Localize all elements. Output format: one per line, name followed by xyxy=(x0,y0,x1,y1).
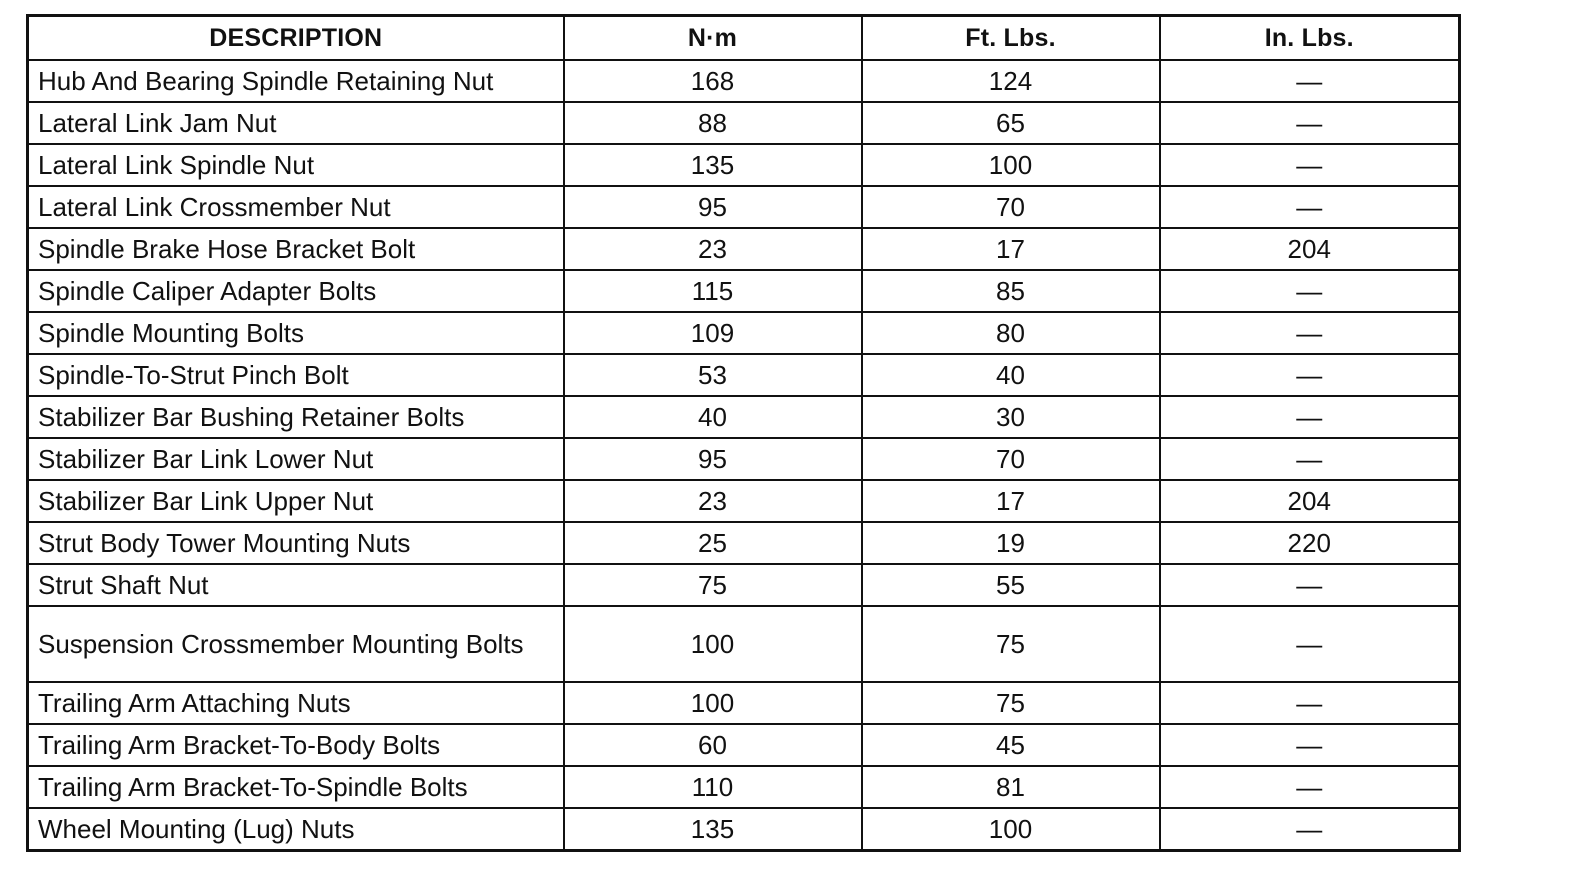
cell-ft-lbs: 81 xyxy=(862,766,1160,808)
header-description: DESCRIPTION xyxy=(28,16,564,61)
cell-ft-lbs: 40 xyxy=(862,354,1160,396)
header-in-lbs: In. Lbs. xyxy=(1160,16,1460,61)
cell-ft-lbs: 65 xyxy=(862,102,1160,144)
cell-nm: 23 xyxy=(564,228,862,270)
cell-description: Suspension Crossmember Mounting Bolts xyxy=(28,606,564,682)
table-row xyxy=(28,60,1460,102)
cell-in-lbs: — xyxy=(1160,354,1460,396)
cell-nm: 100 xyxy=(564,682,862,724)
cell-description: Stabilizer Bar Link Upper Nut xyxy=(28,480,564,522)
table-row xyxy=(28,522,1460,564)
cell-nm: 95 xyxy=(564,438,862,480)
cell-description: Wheel Mounting (Lug) Nuts xyxy=(28,808,564,851)
cell-in-lbs: — xyxy=(1160,186,1460,228)
cell-in-lbs: — xyxy=(1160,102,1460,144)
cell-in-lbs: — xyxy=(1160,438,1460,480)
cell-description: Strut Body Tower Mounting Nuts xyxy=(28,522,564,564)
cell-description: Spindle Mounting Bolts xyxy=(28,312,564,354)
cell-description: Spindle-To-Strut Pinch Bolt xyxy=(28,354,564,396)
cell-description: Lateral Link Jam Nut xyxy=(28,102,564,144)
table-row xyxy=(28,438,1460,480)
cell-nm: 53 xyxy=(564,354,862,396)
table-row xyxy=(28,480,1460,522)
cell-nm: 23 xyxy=(564,480,862,522)
cell-description: Stabilizer Bar Link Lower Nut xyxy=(28,438,564,480)
cell-description: Trailing Arm Bracket-To-Body Bolts xyxy=(28,724,564,766)
cell-description: Trailing Arm Attaching Nuts xyxy=(28,682,564,724)
table-row xyxy=(28,396,1460,438)
cell-nm: 135 xyxy=(564,144,862,186)
cell-ft-lbs: 124 xyxy=(862,60,1160,102)
cell-in-lbs: — xyxy=(1160,564,1460,606)
torque-specifications-table xyxy=(26,14,1461,852)
cell-nm: 25 xyxy=(564,522,862,564)
cell-ft-lbs: 100 xyxy=(862,144,1160,186)
cell-nm: 115 xyxy=(564,270,862,312)
cell-ft-lbs: 17 xyxy=(862,480,1160,522)
cell-nm: 100 xyxy=(564,606,862,682)
cell-description: Stabilizer Bar Bushing Retainer Bolts xyxy=(28,396,564,438)
table-row xyxy=(28,228,1460,270)
cell-nm: 75 xyxy=(564,564,862,606)
cell-nm: 109 xyxy=(564,312,862,354)
cell-description: Lateral Link Crossmember Nut xyxy=(28,186,564,228)
table-body xyxy=(28,60,1460,851)
header-ft-lbs: Ft. Lbs. xyxy=(862,16,1160,61)
cell-description: Hub And Bearing Spindle Retaining Nut xyxy=(28,60,564,102)
table-row xyxy=(28,606,1460,682)
cell-description: Trailing Arm Bracket-To-Spindle Bolts xyxy=(28,766,564,808)
cell-description: Lateral Link Spindle Nut xyxy=(28,144,564,186)
table-row xyxy=(28,270,1460,312)
table-row xyxy=(28,808,1460,851)
cell-ft-lbs: 100 xyxy=(862,808,1160,851)
cell-nm: 168 xyxy=(564,60,862,102)
table-row xyxy=(28,724,1460,766)
cell-ft-lbs: 75 xyxy=(862,606,1160,682)
cell-ft-lbs: 55 xyxy=(862,564,1160,606)
cell-in-lbs: — xyxy=(1160,144,1460,186)
cell-in-lbs: 204 xyxy=(1160,228,1460,270)
table-row xyxy=(28,354,1460,396)
cell-ft-lbs: 80 xyxy=(862,312,1160,354)
table-header xyxy=(28,16,1460,61)
cell-in-lbs: — xyxy=(1160,312,1460,354)
cell-ft-lbs: 85 xyxy=(862,270,1160,312)
cell-ft-lbs: 30 xyxy=(862,396,1160,438)
table-row xyxy=(28,144,1460,186)
table-row xyxy=(28,312,1460,354)
cell-ft-lbs: 19 xyxy=(862,522,1160,564)
cell-in-lbs: — xyxy=(1160,766,1460,808)
table-row xyxy=(28,102,1460,144)
table-row xyxy=(28,564,1460,606)
table-row xyxy=(28,186,1460,228)
cell-in-lbs: 220 xyxy=(1160,522,1460,564)
cell-in-lbs: — xyxy=(1160,606,1460,682)
cell-nm: 88 xyxy=(564,102,862,144)
header-nm: N·m xyxy=(564,16,862,61)
cell-nm: 40 xyxy=(564,396,862,438)
cell-nm: 110 xyxy=(564,766,862,808)
cell-ft-lbs: 45 xyxy=(862,724,1160,766)
cell-ft-lbs: 17 xyxy=(862,228,1160,270)
cell-nm: 95 xyxy=(564,186,862,228)
table-row xyxy=(28,766,1460,808)
cell-in-lbs: — xyxy=(1160,270,1460,312)
cell-nm: 135 xyxy=(564,808,862,851)
cell-in-lbs: — xyxy=(1160,396,1460,438)
cell-nm: 60 xyxy=(564,724,862,766)
header-row xyxy=(28,16,1460,61)
cell-in-lbs: 204 xyxy=(1160,480,1460,522)
cell-description: Spindle Caliper Adapter Bolts xyxy=(28,270,564,312)
cell-description: Strut Shaft Nut xyxy=(28,564,564,606)
cell-in-lbs: — xyxy=(1160,682,1460,724)
cell-description: Spindle Brake Hose Bracket Bolt xyxy=(28,228,564,270)
cell-ft-lbs: 70 xyxy=(862,438,1160,480)
cell-in-lbs: — xyxy=(1160,724,1460,766)
cell-in-lbs: — xyxy=(1160,60,1460,102)
cell-in-lbs: — xyxy=(1160,808,1460,851)
cell-ft-lbs: 75 xyxy=(862,682,1160,724)
table-row xyxy=(28,682,1460,724)
cell-ft-lbs: 70 xyxy=(862,186,1160,228)
